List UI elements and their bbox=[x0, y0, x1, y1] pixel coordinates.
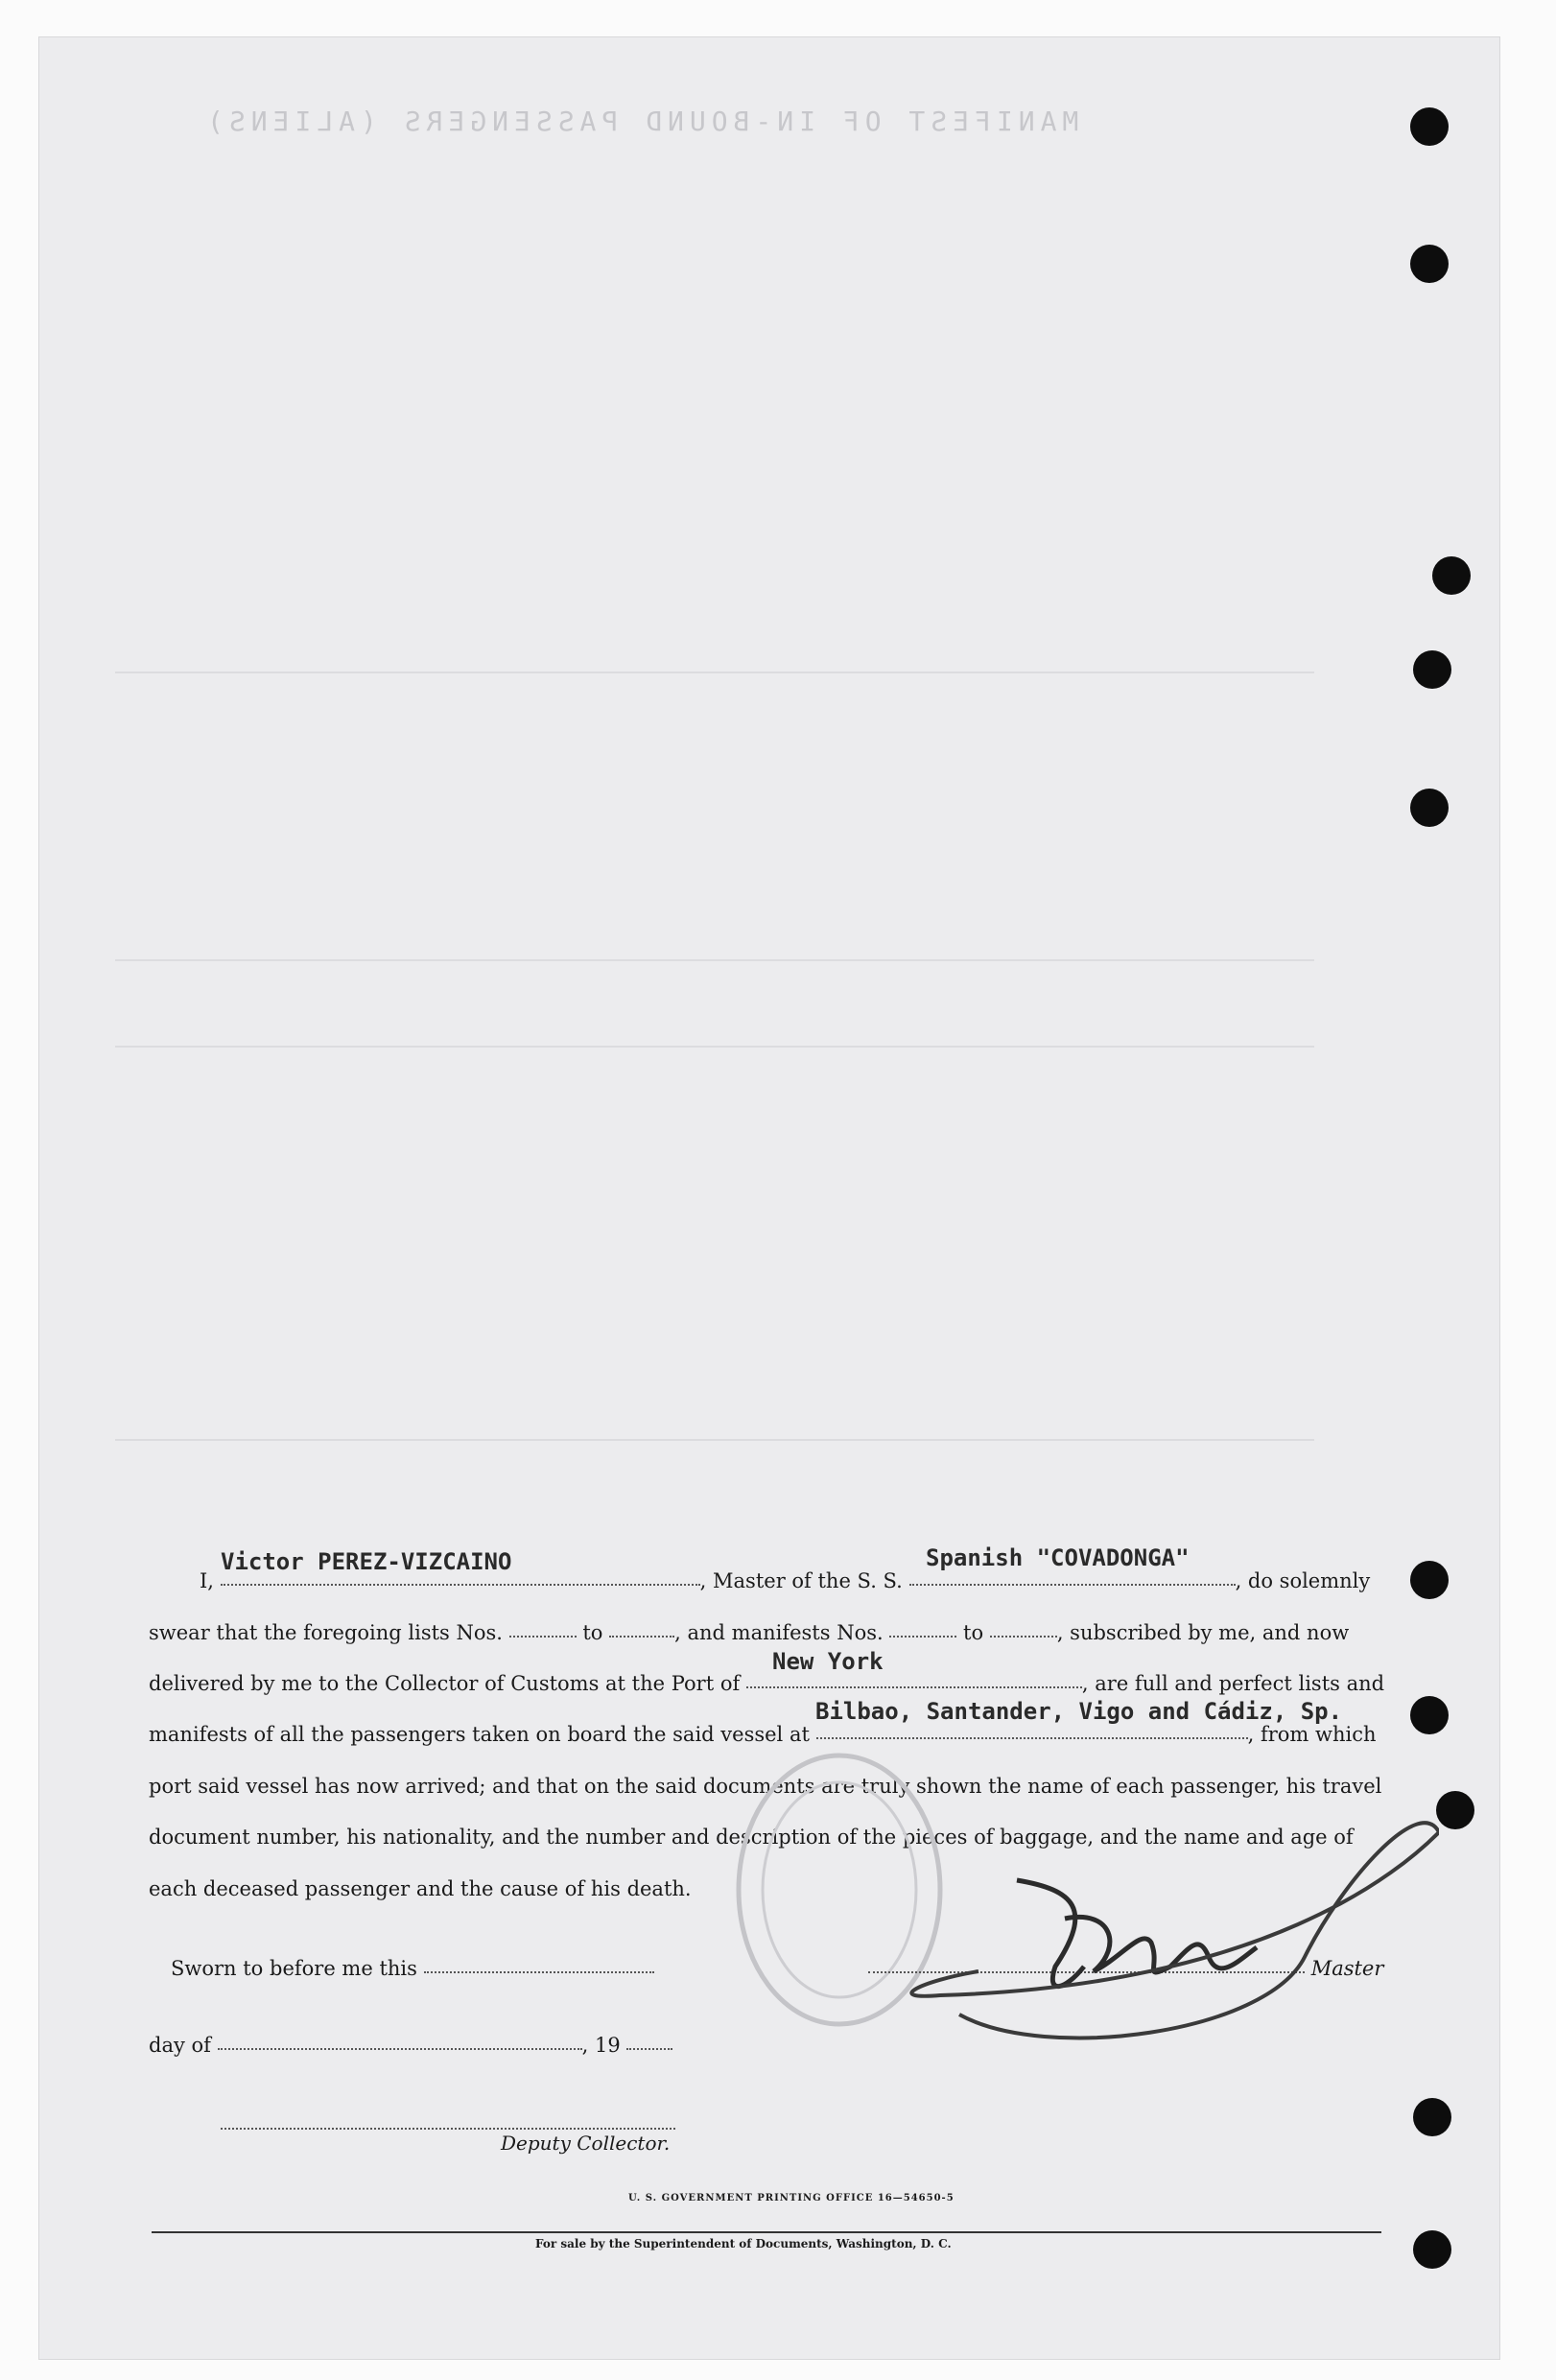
sale-notice: For sale by the Superintendent of Documents, Washington, D. C. bbox=[535, 2237, 952, 2250]
oath-line-2: swear that the foregoing lists Nos. to , and manifests Nos. to , subscribed by me, and now bbox=[149, 1621, 1350, 1644]
punch-hole bbox=[1432, 556, 1471, 595]
footer-rule bbox=[152, 2231, 1381, 2233]
bleed-through-line bbox=[115, 672, 1314, 673]
oath-line-6: document number, his nationality, and the number and description of the pieces of baggage, and the name and age of bbox=[149, 1826, 1354, 1849]
punch-hole bbox=[1436, 1791, 1474, 1829]
bleed-through-line bbox=[115, 1046, 1314, 1048]
oath-line-3: delivered by me to the Collector of Customs at the Port of , are full and perfect lists and bbox=[149, 1672, 1385, 1695]
bleed-through-heading: MANIFEST OF IN-BOUND PASSENGERS (ALIENS) bbox=[201, 106, 1079, 137]
sworn-line: Sworn to before me this bbox=[171, 1957, 654, 1980]
punch-hole bbox=[1410, 107, 1449, 146]
oath-line-4: manifests of all the passengers taken on board the said vessel at , from which bbox=[149, 1723, 1377, 1746]
departure-ports-entry: Bilbao, Santander, Vigo and Cádiz, Sp. bbox=[815, 1698, 1343, 1725]
master-signature-line: Master bbox=[868, 1957, 1383, 1980]
punch-hole bbox=[1410, 789, 1449, 827]
bleed-through-line bbox=[115, 1439, 1314, 1441]
punch-hole bbox=[1413, 650, 1451, 689]
punch-hole bbox=[1413, 2098, 1451, 2136]
oath-line-1: I, , Master of the S. S. , do solemnly bbox=[200, 1569, 1371, 1592]
oath-line-5: port said vessel has now arrived; and that on the said documents are truly shown the name of each passenger, his travel bbox=[149, 1775, 1382, 1798]
punch-hole bbox=[1410, 245, 1449, 283]
deputy-collector-label: Deputy Collector. bbox=[501, 2132, 671, 2155]
punch-hole bbox=[1410, 1696, 1449, 1734]
oath-line-7: each deceased passenger and the cause of his death. bbox=[149, 1877, 692, 1900]
punch-hole bbox=[1410, 1561, 1449, 1599]
master-name-entry: Victor PEREZ-VIZCAINO bbox=[221, 1548, 512, 1575]
ship-name-entry: Spanish "COVADONGA" bbox=[926, 1544, 1190, 1571]
punch-hole bbox=[1413, 2230, 1451, 2269]
bleed-through-line bbox=[115, 959, 1314, 961]
port-entry: New York bbox=[772, 1648, 884, 1675]
day-of-line: day of , 19 bbox=[149, 2034, 672, 2057]
master-signature bbox=[902, 1775, 1439, 2062]
printer-imprint: U. S. GOVERNMENT PRINTING OFFICE 16—54650-5 bbox=[628, 2193, 955, 2203]
